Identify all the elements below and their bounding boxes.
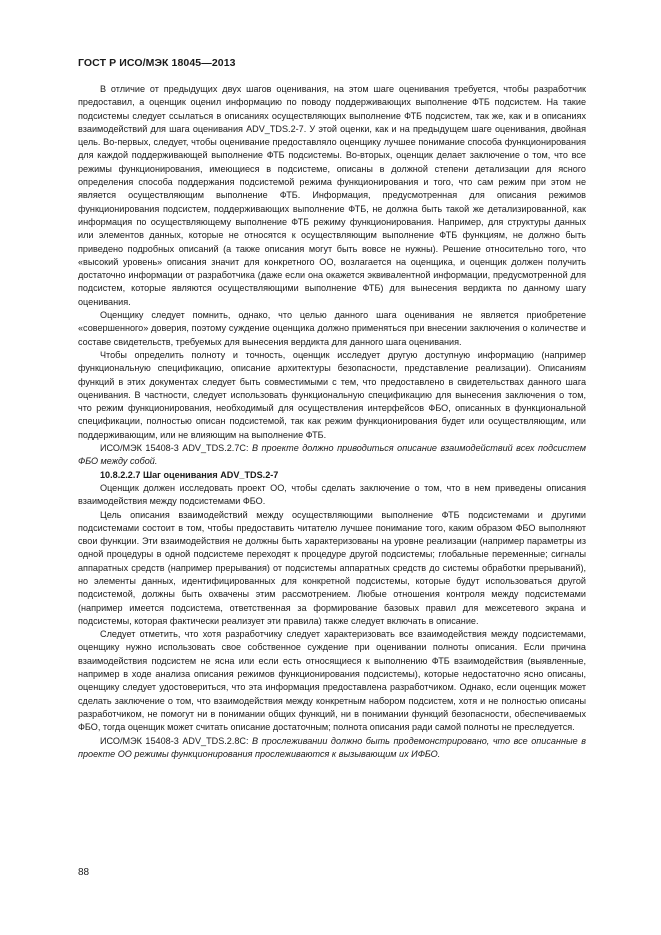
paragraph: Чтобы определить полноту и точность, оценщик исследует другую доступную информацию (например функциональную спецификацию, описание архитектуры безопасности, представление реализации). Описаниям функций в этих документах следует быть совместимыми с тем, что предоставлено в свидетельствах данного шага оценивания. В частности, следует использовать функциональную спецификацию для вынесения заключения о том, что режим функционирования, необходимый для осуществления интерфейсов ФБО, описанных в функциональной спецификации, полностью описан подсистемой, так как режим функционирования будет или осуществляющим, или поддерживающим, или не влияющим на выполнение ФТБ. xyxy=(78,349,586,440)
paragraph: Цель описания взаимодействий между осуществляющими выполнение ФТБ подсистемами и другими подсистемами состоит в том, чтобы предоставить читателю лучшее понимание того, каким образом ФБО выполняют свои функции. Эти взаимодействия не должны быть характеризованы на уровне реализации (например параметры из одной процедуры в одной подсистеме переходят к процедуре другой подсистемы; глобальные переменные; сигналы аппаратных средств (например прерывания) от подсистемы аппаратных средств до системы обработки прерываний), но элементы данных, идентифицированных для конкретной подсистемы, которые будут использоваться другой подсистемой, должны быть охвачены этим рассмотрением. Любые отношения контроля между подсистемами (например имеется подсистема, ответственная за формирование базовых правил для межсетевого экрана и подсистемы, которая фактически реализует эти правила) также следует включать в описание. xyxy=(78,509,586,626)
paragraph: В отличие от предыдущих двух шагов оценивания, на этом шаге оценивания требуется, чтобы разработчик предоставил, а оценщик оценил информацию по поводу поддерживающих выполнение ФТБ подсистем. На такие подсистемы следует ссылаться в описаниях осуществляющих выполнение ФТБ подсистем, так же, как и в описаниях взаимодействий для шага оценивания ADV_TDS.2-7. У этой оценки, как и на предыдущем шаге оценивания, двойная цель. Во-первых, следует, чтобы оценивание предоставляло оценщику лучшее понимание способа функционирования для каждой поддерживающей выполнение ФТБ подсистемы. Во-вторых, оценщик делает заключение о том, что все режимы функционирования, имеющиеся в подсистеме, описаны в должной степени детализации для ясного определения способа поддержания подсистемой режима функционирования и того, что сам режим при этом не является осуществляющим выполнение ФТБ. Информация, предусмотренная для описания режимов функционирования подсистем, поддерживающих выполнение ФТБ, не должна быть такой же детализированной, как информация по осуществляющему выполнение ФТБ режиму функционирования. Например, для структуры данных или элементов данных, которые не относятся к осуществляющим выполнение ФТБ функциям, не должно быть приведено подробных описаний (а также описания могут быть вовсе не нужны). Решение относительно того, что «высокий уровень» описания значит для конкретного ОО, возлагается на оценщика, и оценщик должен получить достаточно информации от разработчика (даже если она окажется эквивалентной информации, предусмотренной для подсистем, которые являются осуществляющими выполнение ФТБ) для вынесения вердикта по данному шагу оценивания. xyxy=(78,84,586,307)
requirement-note xyxy=(78,735,586,762)
paragraph: Оценщик должен исследовать проект ОО, чтобы сделать заключение о том, что в нем приведены описания взаимодействия между подсистемами ФБО. xyxy=(78,482,586,507)
page-number: 88 xyxy=(78,867,90,878)
requirement-note xyxy=(78,442,586,469)
standard-header: ГОСТ Р ИСО/МЭК 18045—2013 xyxy=(78,57,236,69)
requirement-reference: ИСО/МЭК 15408-3 ADV_TDS.2.8C: xyxy=(100,735,253,746)
requirement-text: В прослеживании должно быть продемонстрировано, что все описанные в проекте ОО режимы функционирования прослеживаются к вызывающим их ИФБО. xyxy=(78,735,586,759)
requirement-text: В проекте должно приводиться описание взаимодействий всех подсистем ФБО между собой. xyxy=(78,443,586,467)
paragraph: Оценщику следует помнить, однако, что целью данного шага оценивания не является приобретение «совершенного» доверия, поэтому суждение оценщика должно применяться при внесении заключения о количестве и составе свидетельств, требуемых для вынесения вердикта для данного шага оценивания. xyxy=(78,310,586,347)
document-body xyxy=(78,83,586,761)
paragraph: Следует отметить, что хотя разработчику следует характеризовать все взаимодействия между подсистемами, оценщику нужно использовать свое собственное суждение при оценивании полноты описания. Если причина взаимодействия подсистем не ясна или если есть относящиеся к выполнению ФТБ взаимодействия (выявленные, например в ходе анализа описания режимов функционирования подсистемы), которые недостаточно ясно описаны, оценщику следует удостовериться, что эта информация предоставлена разработчиком. Однако, если оценщик может сделать заключение о том, что взаимодействия между конкретным набором подсистем, хотя и не полностью описаны разработчиком, не помогут ни в понимании общих функций, ни в понимании функций безопасности, обеспечиваемых ФБО, тогда оценщик может считать описание достаточным; полнота описания ради самой полноты не преследуется. xyxy=(78,629,586,733)
requirement-reference: ИСО/МЭК 15408-3 ADV_TDS.2.7C: xyxy=(100,443,252,454)
section-heading: 10.8.2.2.7 Шаг оценивания ADV_TDS.2-7 xyxy=(100,469,279,480)
